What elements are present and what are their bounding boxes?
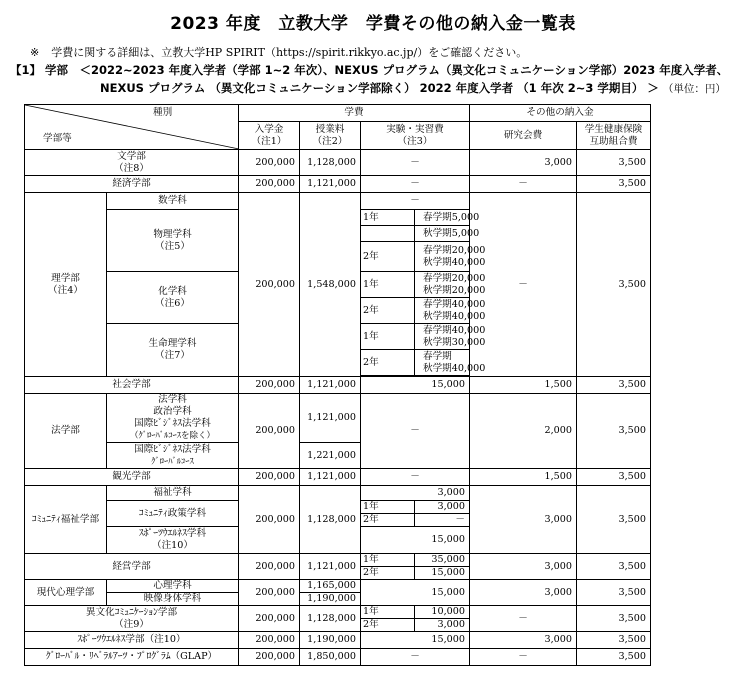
- admission-fee: 200,000: [239, 606, 300, 632]
- term-label: 秋学期: [423, 227, 452, 239]
- lab-fee: 15,000: [361, 377, 470, 394]
- faculty-name: ｽﾎﾟｰﾂｳｴﾙﾈｽ学部（注10）: [25, 632, 239, 649]
- section-heading-text: NEXUS プログラム （異文化コミュニケーション学部除く） 2022 年度入学者 （1 年次 2~3 学期目） ＞: [100, 81, 659, 95]
- admission-fee: 200,000: [239, 632, 300, 649]
- health-fee: 3,500: [577, 150, 651, 176]
- term-value: 30,000: [451, 336, 486, 348]
- year-label: 2年: [361, 350, 415, 376]
- lecture-fee: 1,165,000: [300, 580, 361, 593]
- term-fee: [415, 210, 480, 226]
- term-label: 春学期: [423, 211, 452, 223]
- lecture-fee: 1,121,000: [300, 377, 361, 394]
- admission-fee: 200,000: [239, 469, 300, 486]
- term-label: 秋学期: [423, 336, 452, 348]
- health-fee: 3,500: [577, 632, 651, 649]
- admission-fee: 200,000: [239, 580, 300, 606]
- term-value: 40,000: [451, 324, 486, 336]
- research-fee: 3,000: [470, 554, 577, 580]
- health-fee: 3,500: [577, 469, 651, 486]
- dept-name: [107, 394, 239, 443]
- lab-fee: 3,000: [361, 486, 470, 501]
- table-row: [25, 193, 739, 210]
- health-fee: 3,500: [577, 580, 651, 606]
- admission-fee: 200,000: [239, 150, 300, 176]
- header-health: [577, 122, 651, 150]
- faculty-name: ｺﾐｭﾆﾃｨ福祉学部: [25, 486, 107, 554]
- faculty-name: 社会学部: [25, 377, 239, 394]
- year-label: 1年: [361, 606, 415, 619]
- dept-note: （ｸﾞﾛｰﾊﾞﾙｺｰｽを除く）: [129, 431, 215, 441]
- year-label: 2年: [361, 619, 415, 632]
- dept-note: （注5）: [155, 240, 190, 252]
- note-line: [30, 44, 527, 60]
- health-fee: 3,500: [577, 554, 651, 580]
- header-lecture-label: 授業料: [315, 123, 345, 135]
- header-faculty: 学部等: [43, 133, 72, 144]
- dept-name: [107, 272, 239, 324]
- lecture-fee: 1,128,000: [300, 150, 361, 176]
- lab-fee: －: [361, 150, 470, 176]
- admission-fee: 200,000: [239, 649, 300, 666]
- fee-table: [24, 104, 739, 666]
- health-fee: 3,500: [577, 606, 651, 632]
- dept-name: 数学科: [107, 193, 239, 210]
- year-label: 2年: [361, 567, 415, 580]
- dept-note: ｸﾞﾛｰﾊﾞﾙｺｰｽ: [151, 456, 194, 467]
- faculty-name: [25, 606, 239, 632]
- lecture-fee: 1,121,000: [300, 554, 361, 580]
- faculty-name: ｸﾞﾛｰﾊﾞﾙ・ﾘﾍﾞﾗﾙｱｰﾂ・ﾌﾟﾛｸﾞﾗﾑ（GLAP）: [25, 649, 239, 666]
- table-row: [25, 554, 739, 567]
- research-fee: 3,000: [470, 580, 577, 606]
- year-label: 2年: [361, 242, 415, 272]
- term-value: 40,000: [451, 256, 486, 268]
- faculty-label: 理学部: [51, 272, 80, 284]
- dept-label: 国際ﾋﾞｼﾞﾈｽ法学科: [134, 418, 211, 429]
- lab-fee: 3,000: [415, 501, 470, 514]
- dept-name: ｺﾐｭﾆﾃｨ政策学科: [107, 501, 239, 527]
- term-fee: [415, 242, 486, 272]
- lab-fee: 15,000: [361, 632, 470, 649]
- header-row-1: [25, 105, 739, 122]
- unit-label: （単位：円）: [662, 83, 726, 95]
- term-value: 5,000: [451, 211, 480, 223]
- dept-note: （注6）: [155, 297, 190, 309]
- table-row: [25, 150, 739, 176]
- admission-fee: 200,000: [239, 554, 300, 580]
- lab-fee: －: [415, 514, 470, 527]
- lecture-fee: 1,121,000: [300, 469, 361, 486]
- page-title: 2023 年度 立教大学 学費その他の納入金一覧表: [170, 14, 576, 34]
- header-kind-faculty: [25, 105, 239, 150]
- faculty-name: 経営学部: [25, 554, 239, 580]
- header-other: その他の納入金: [470, 105, 651, 122]
- lab-fee: 35,000: [415, 554, 470, 567]
- year-label: 1年: [361, 501, 415, 514]
- lab-fee: －: [361, 193, 470, 210]
- term-value: 20,000: [451, 284, 486, 296]
- dept-name: 福祉学科: [107, 486, 239, 501]
- lecture-fee: 1,121,000: [300, 176, 361, 193]
- health-fee: 3,500: [577, 377, 651, 394]
- section-heading-line2: [100, 80, 726, 96]
- term-fee: [415, 226, 480, 242]
- lab-fee: －: [361, 649, 470, 666]
- faculty-label: 文学部: [117, 150, 146, 162]
- term-fee: [415, 350, 486, 376]
- term-label: 春学期: [423, 244, 452, 256]
- term-value: 40,000: [451, 362, 486, 374]
- table-row: [25, 176, 739, 193]
- table-row: [25, 469, 739, 486]
- dept-name: 心理学科: [107, 580, 239, 593]
- table-row: [25, 377, 739, 394]
- dept-label: 物理学科: [153, 228, 192, 240]
- research-fee: 2,000: [470, 394, 577, 469]
- research-fee: －: [470, 649, 577, 666]
- lecture-fee: 1,190,000: [300, 593, 361, 606]
- admission-fee: 200,000: [239, 486, 300, 554]
- lab-fee: －: [361, 176, 470, 193]
- term-label: 秋学期: [423, 310, 452, 322]
- dept-note: （注10）: [152, 540, 193, 551]
- lecture-fee: 1,128,000: [300, 606, 361, 632]
- lab-fee: 3,000: [415, 619, 470, 632]
- admission-fee: 200,000: [239, 377, 300, 394]
- table-row: [25, 606, 739, 619]
- research-fee: 3,000: [470, 150, 577, 176]
- term-fee: [415, 298, 486, 324]
- lecture-fee: 1,548,000: [300, 193, 361, 377]
- header-admission: [239, 122, 300, 150]
- year-label: 2年: [361, 298, 415, 324]
- research-fee: －: [470, 176, 577, 193]
- term-fee: [415, 272, 486, 298]
- health-fee: 3,500: [577, 176, 651, 193]
- admission-fee: 200,000: [239, 193, 300, 377]
- header-research: 研究会費: [470, 122, 577, 150]
- lecture-fee: 1,128,000: [300, 486, 361, 554]
- term-label: 秋学期: [423, 362, 452, 374]
- term-label: 春学期: [423, 324, 452, 336]
- dept-name: [107, 443, 239, 469]
- lecture-fee: 1,190,000: [300, 632, 361, 649]
- term-value: 20,000: [451, 272, 486, 284]
- lecture-fee: 1,221,000: [300, 443, 361, 469]
- lecture-fee: 1,850,000: [300, 649, 361, 666]
- header-lecture-note: （注2）: [312, 135, 348, 147]
- dept-note: （注7）: [155, 350, 190, 361]
- faculty-label: 異文化ｺﾐｭﾆｹｰｼｮﾝ学部: [85, 606, 178, 618]
- header-health-label2: 互助組合費: [589, 135, 638, 147]
- research-fee: 1,500: [470, 469, 577, 486]
- health-fee: 3,500: [577, 394, 651, 469]
- year-label: [361, 226, 415, 242]
- dept-label: ｽﾎﾟｰﾂｳｴﾙﾈｽ学科: [138, 528, 207, 539]
- admission-fee: 200,000: [239, 176, 300, 193]
- faculty-note: （注9）: [114, 618, 149, 630]
- faculty-note: （注8）: [114, 162, 149, 174]
- dept-name: [107, 324, 239, 377]
- faculty-name: [25, 193, 107, 377]
- table-row: [25, 486, 739, 501]
- health-fee: 3,500: [577, 193, 651, 377]
- research-fee: 1,500: [470, 377, 577, 394]
- admission-fee: 200,000: [239, 394, 300, 469]
- research-fee: 3,000: [470, 632, 577, 649]
- term-label: 春学期: [423, 298, 452, 310]
- lecture-fee: 1,121,000: [300, 394, 361, 443]
- faculty-name: 現代心理学部: [25, 580, 107, 606]
- research-fee: －: [470, 193, 577, 377]
- dept-label: 政治学科: [153, 406, 192, 417]
- term-label: 秋学期: [423, 256, 452, 268]
- lab-fee: －: [361, 394, 470, 469]
- year-label: 1年: [361, 554, 415, 567]
- lab-fee: 10,000: [415, 606, 470, 619]
- research-fee: 3,000: [470, 486, 577, 554]
- year-label: 1年: [361, 324, 415, 350]
- term-label: 春学期: [423, 350, 452, 362]
- research-fee: －: [470, 606, 577, 632]
- year-label: 2年: [361, 514, 415, 527]
- header-tuition: 学費: [239, 105, 470, 122]
- note-text: 学費に関する詳細は、立教大学HP SPIRIT（https://spirit.rikkyo.ac.jp/）をご確認ください。: [51, 46, 528, 59]
- year-label: 1年: [361, 210, 415, 226]
- dept-label: 化学科: [158, 285, 187, 297]
- lab-fee: －: [361, 469, 470, 486]
- term-fee: [415, 324, 486, 350]
- header-lab-note: （注3）: [397, 135, 433, 147]
- dept-name: 映像身体学科: [107, 593, 239, 606]
- dept-label: 生命理学科: [148, 338, 197, 349]
- lab-fee: 15,000: [415, 567, 470, 580]
- header-lecture: [300, 122, 361, 150]
- note-mark: ※: [30, 46, 40, 59]
- faculty-name: 法学部: [25, 394, 107, 469]
- header-admission-note: （注1）: [251, 135, 287, 147]
- health-fee: 3,500: [577, 649, 651, 666]
- term-value: 5,000: [451, 227, 480, 239]
- header-health-label: 学生健康保険: [584, 123, 643, 135]
- term-label: 春学期: [423, 272, 452, 284]
- dept-name: [107, 527, 239, 554]
- faculty-name: 観光学部: [25, 469, 239, 486]
- header-kind: 種別: [153, 107, 173, 118]
- term-value: 40,000: [451, 298, 486, 310]
- header-admission-label: 入学金: [254, 123, 284, 135]
- dept-name: [107, 210, 239, 272]
- table-row: [25, 632, 739, 649]
- faculty-name: [25, 150, 239, 176]
- term-value: 20,000: [451, 244, 486, 256]
- section-heading-line1: 【1】 学部 ＜2022~2023 年度入学者（学部 1~2 年次）、NEXUS プログラム（異文化コミュニケーション学部）2023 年度入学者、: [10, 63, 729, 77]
- dept-label: 国際ﾋﾞｼﾞﾈｽ法学科: [134, 443, 211, 455]
- lab-fee: 15,000: [361, 527, 470, 554]
- table-row: [25, 580, 739, 593]
- header-lab-label: 実験・実習費: [386, 123, 444, 135]
- year-label: 1年: [361, 272, 415, 298]
- table-row: [25, 394, 739, 443]
- faculty-name: 経済学部: [25, 176, 239, 193]
- dept-label: 法学科: [158, 394, 187, 405]
- term-label: 秋学期: [423, 284, 452, 296]
- term-value: 40,000: [451, 310, 486, 322]
- header-lab: [361, 122, 470, 150]
- lab-fee: 15,000: [361, 580, 470, 606]
- health-fee: 3,500: [577, 486, 651, 554]
- faculty-note: （注4）: [48, 284, 83, 296]
- table-row: [25, 649, 739, 666]
